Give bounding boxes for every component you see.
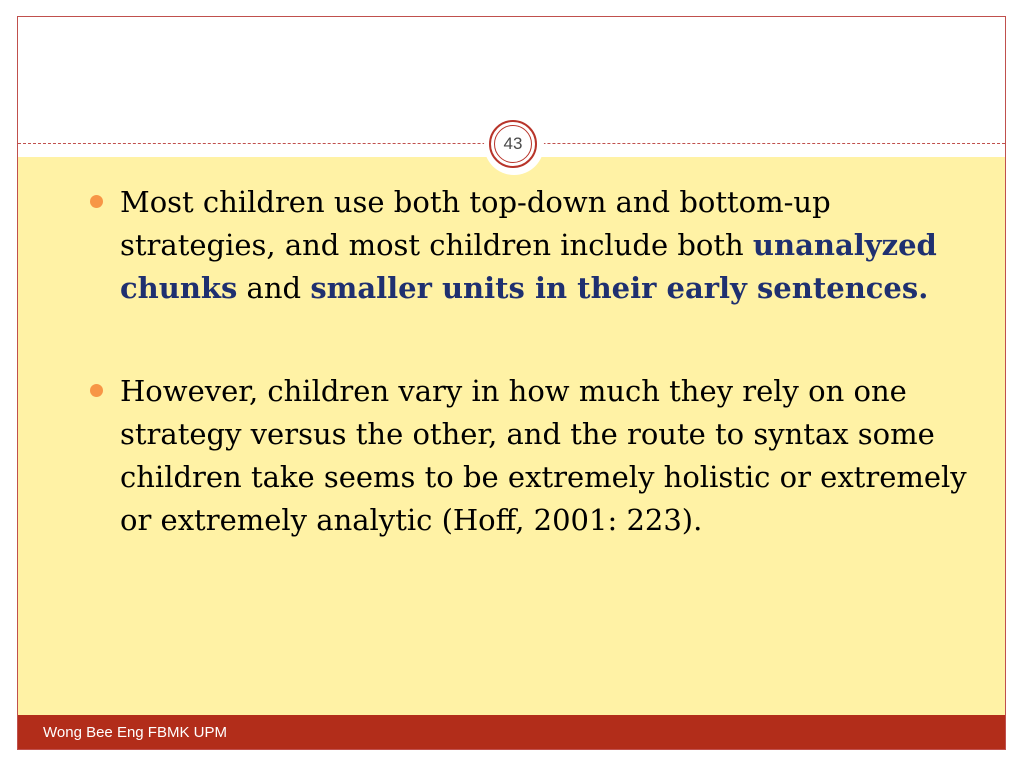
page-number-badge: [489, 120, 537, 168]
bullet-list: [90, 181, 990, 542]
bullet-icon: [90, 384, 103, 397]
bullet-item-2: [90, 370, 990, 542]
footer-author: Wong Bee Eng FBMK UPM: [43, 724, 227, 741]
slide: [17, 16, 1006, 750]
bullet-1-text: Most children use both top-down and bottom-up strategies, and most children include both: [120, 185, 831, 262]
footer-bar: [18, 715, 1005, 750]
bullet-2-text: However, children vary in how much they rely on one strategy versus the other, and the route to syntax some children take seems to be extremely holistic or extremely or extremely analytic (Hoff, 2001: 223).: [120, 374, 967, 537]
bullet-1-emphasis-smaller-units: smaller units in their early sentences.: [310, 271, 929, 305]
bullet-1-emphasis-unanalyzed-chunks: unanalyzed chunks: [120, 228, 937, 305]
bullet-item-1: [90, 181, 990, 310]
bullet-1-connector: and: [237, 271, 311, 305]
page-number: 43: [494, 125, 532, 163]
bullet-icon: [90, 195, 103, 208]
